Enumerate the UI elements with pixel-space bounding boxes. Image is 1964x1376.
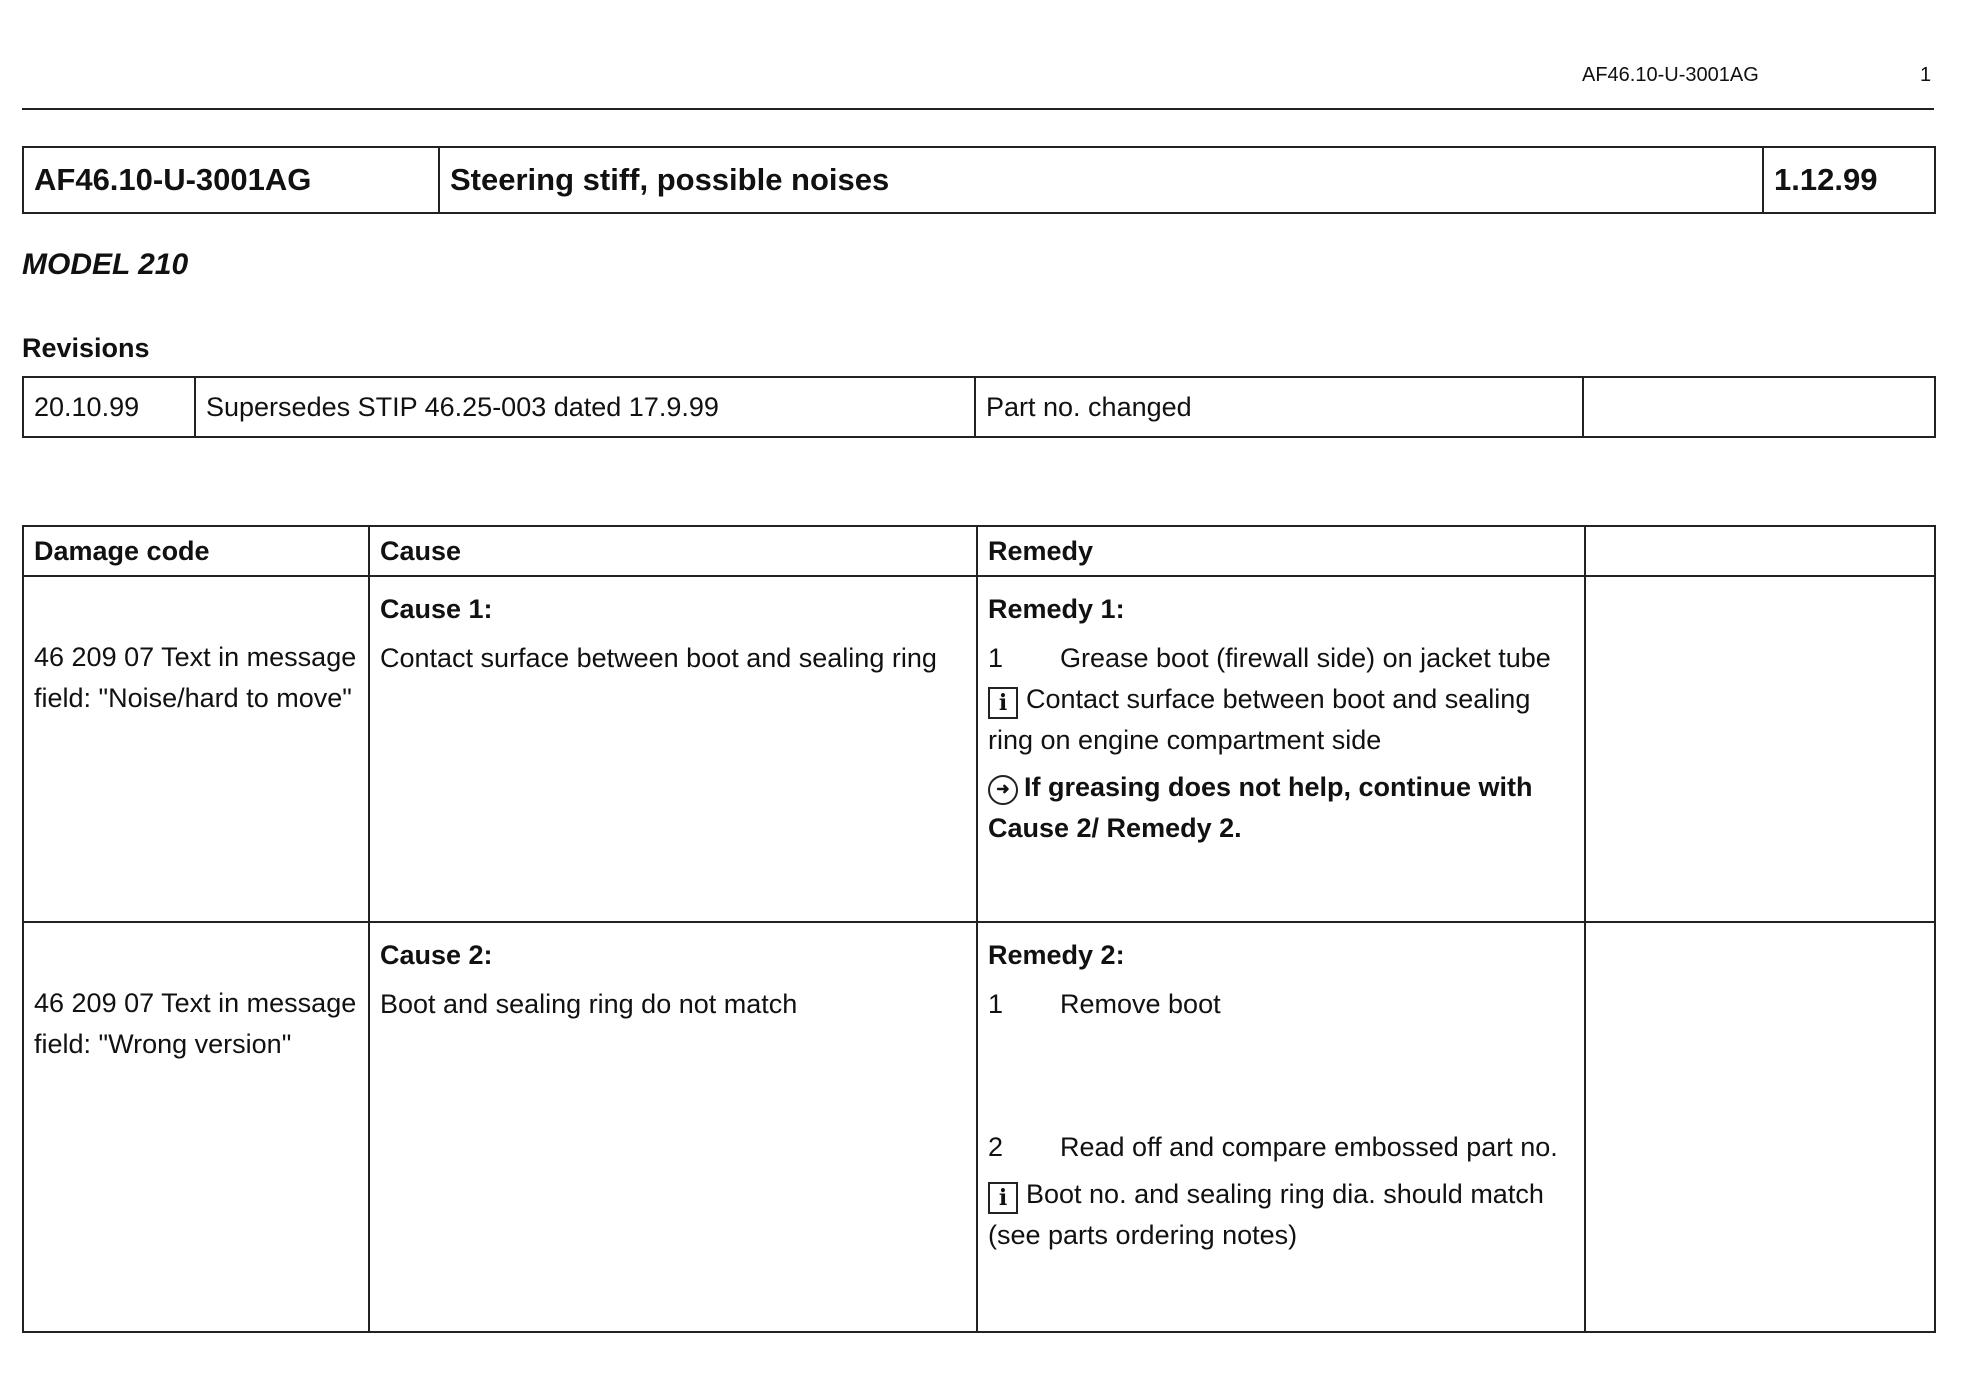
extra-cell bbox=[1585, 922, 1935, 1332]
step-number: 1 bbox=[988, 989, 1004, 1019]
revision-change: Part no. changed bbox=[975, 377, 1583, 437]
remedy-cell bbox=[977, 922, 1585, 1332]
remedy-title: Remedy 1: bbox=[988, 594, 1125, 624]
info-note bbox=[988, 1174, 1574, 1256]
step-text: Grease boot (firewall side) on jacket tube bbox=[1060, 643, 1551, 673]
table-row bbox=[23, 576, 1935, 922]
header-remedy: Remedy bbox=[977, 526, 1585, 576]
cause-cell bbox=[369, 576, 977, 922]
continue-arrow-icon: ➜ bbox=[988, 775, 1018, 805]
document-code: AF46.10-U-3001AG bbox=[23, 147, 439, 213]
title-block bbox=[22, 146, 1936, 214]
cause-title: Cause 2: bbox=[380, 940, 493, 970]
remedy-title: Remedy 2: bbox=[988, 940, 1125, 970]
info-icon: i bbox=[988, 687, 1018, 719]
header-damage-code: Damage code bbox=[23, 526, 369, 576]
step-number: 1 bbox=[988, 643, 1004, 673]
table-row bbox=[23, 922, 1935, 1332]
revision-date: 20.10.99 bbox=[23, 377, 195, 437]
cause-cell bbox=[369, 922, 977, 1332]
page-number: 1 bbox=[1920, 64, 1932, 86]
remedy-cell bbox=[977, 576, 1585, 922]
header-cause: Cause bbox=[369, 526, 977, 576]
damage-code-cell bbox=[23, 576, 369, 922]
cause-text: Boot and sealing ring do not match bbox=[380, 989, 798, 1019]
extra-cell bbox=[1585, 576, 1935, 922]
header-reference: AF46.10-U-3001AG bbox=[1582, 64, 1759, 86]
continue-note bbox=[988, 767, 1574, 849]
document-date: 1.12.99 bbox=[1763, 147, 1935, 213]
cause-title: Cause 1: bbox=[380, 594, 493, 624]
step-text: Read off and compare embossed part no. bbox=[1060, 1132, 1558, 1162]
damage-code-cell bbox=[23, 922, 369, 1332]
header-extra bbox=[1585, 526, 1935, 576]
header-rule bbox=[22, 108, 1934, 110]
info-text: Contact surface between boot and sealing ring on engine compartment side bbox=[988, 684, 1531, 755]
damage-table bbox=[22, 525, 1936, 1333]
remedy-step bbox=[988, 638, 1574, 679]
step-text: Remove boot bbox=[1060, 989, 1221, 1019]
cause-text: Contact surface between boot and sealing ring bbox=[380, 643, 937, 673]
model-label: MODEL 210 bbox=[22, 248, 189, 281]
remedy-step bbox=[988, 1127, 1574, 1168]
info-note bbox=[988, 679, 1574, 761]
revision-extra bbox=[1583, 377, 1935, 437]
revision-description: Supersedes STIP 46.25-003 dated 17.9.99 bbox=[195, 377, 975, 437]
info-icon: i bbox=[988, 1182, 1018, 1214]
step-number: 2 bbox=[988, 1132, 1004, 1162]
revisions-table bbox=[22, 376, 1936, 438]
revisions-heading: Revisions bbox=[22, 333, 150, 363]
continue-note-text: If greasing does not help, continue with Cause 2/ Remedy 2. bbox=[988, 772, 1533, 843]
remedy-step bbox=[988, 984, 1574, 1025]
info-text: Boot no. and sealing ring dia. should match (see parts ordering notes) bbox=[988, 1179, 1544, 1250]
damage-code-text: 46 209 07 Text in message field: "Wrong version" bbox=[34, 988, 357, 1059]
damage-code-text: 46 209 07 Text in message field: "Noise/hard to move" bbox=[34, 642, 357, 713]
document-title: Steering stiff, possible noises bbox=[439, 147, 1763, 213]
damage-table-header bbox=[23, 526, 1935, 576]
